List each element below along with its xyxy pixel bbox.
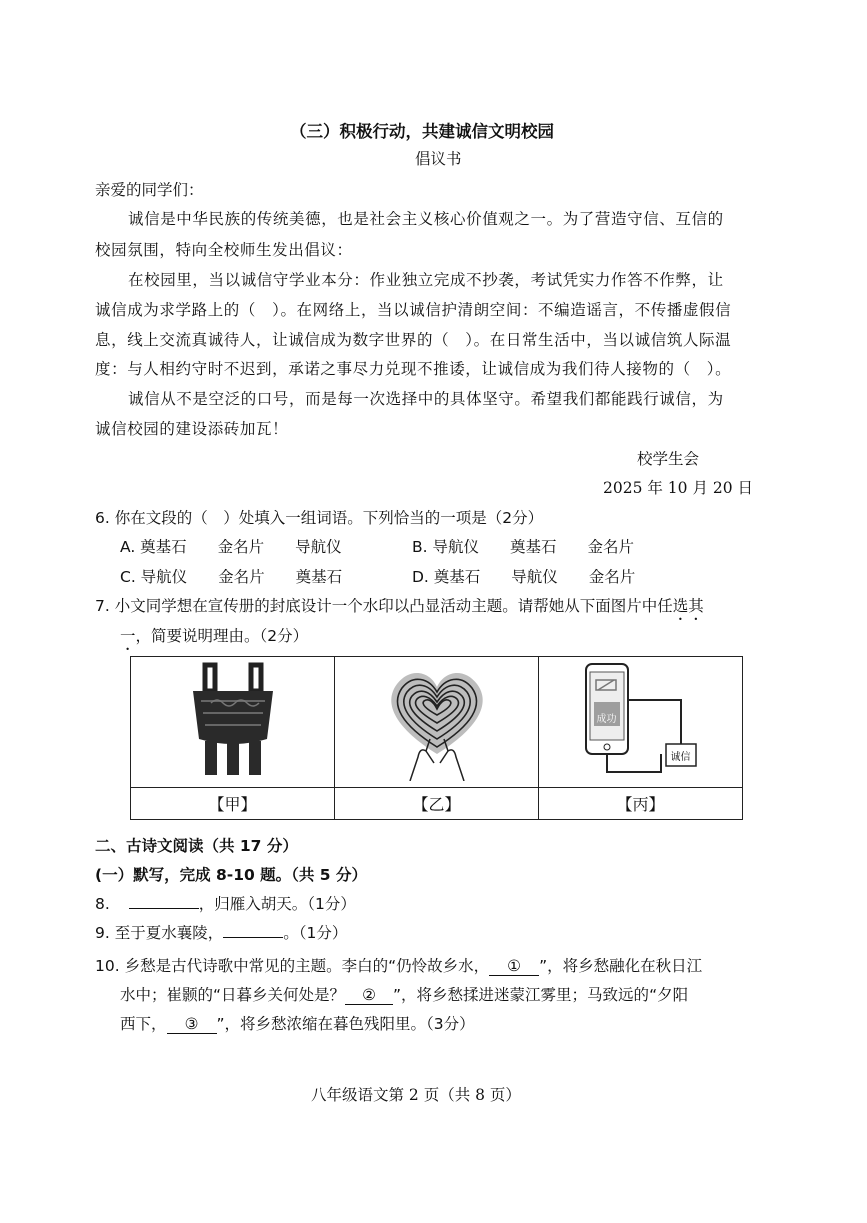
- question-6-option-c[interactable]: C. 导航仪 金名片 奠基石: [120, 568, 343, 586]
- image-choice-table: [130, 656, 743, 820]
- paragraph-line: 息，线上交流真诚待人，让诚信成为数字世界的（ ）。在日常生活中，当以诚信筑人际温: [95, 331, 732, 349]
- date: 2025 年 10 月 20 日: [603, 479, 754, 497]
- paragraph-line: 度：与人相约守时不迟到，承诺之事尽力兑现不推诿，让诚信成为我们待人接物的（ ）。: [95, 360, 732, 378]
- image-caption-bing: 【丙】: [539, 788, 743, 820]
- paragraph-line: 校园氛围，特向全校师生发出倡议：: [95, 241, 353, 259]
- question-7-stem-line2: [120, 624, 308, 654]
- question-9-text: 9. 至于夏水襄陵，: [95, 924, 224, 942]
- question-10-text: ”，将乡愁浓缩在暮色残阳里。（3分）: [216, 1015, 475, 1033]
- question-8: [95, 892, 356, 914]
- question-10-text: 西下，: [120, 1015, 167, 1033]
- question-8-text: ，归雁入胡天。（1分）: [198, 895, 356, 913]
- question-7-stem: [95, 594, 704, 624]
- question-6-option-a[interactable]: A. 奠基石 金名片 导航仪: [120, 538, 342, 556]
- question-8-number: 8.: [95, 895, 110, 913]
- question-6-option-b[interactable]: B. 导航仪 奠基石 金名片: [412, 538, 634, 556]
- bronze-ding-icon: [183, 661, 283, 779]
- part-2-heading: 二、古诗文阅读（共 17 分）: [95, 837, 298, 855]
- paragraph-line: 诚信从不是空泛的口号，而是每一次选择中的具体坚守。希望我们都能践行诚信，为: [128, 390, 724, 408]
- question-7-emphasis: 选其: [672, 597, 704, 615]
- answer-blank[interactable]: [129, 908, 199, 909]
- section-title: （三）积极行动，共建诚信文明校园: [290, 122, 554, 141]
- fingerprint-heart-icon: [372, 659, 502, 781]
- question-10-line-2: [120, 983, 688, 1005]
- answer-blank-3[interactable]: ③: [167, 1015, 217, 1034]
- phone-screen-text: 成功: [596, 714, 617, 725]
- paragraph-line: 在校园里，当以诚信守学业本分：作业独立完成不抄袭，考试凭实力作答不作弊，让: [128, 271, 724, 289]
- question-6-stem: 6. 你在文段的（ ）处填入一组词语。下列恰当的一项是（2分）: [95, 509, 544, 527]
- question-7-stem-text: 7. 小文同学想在宣传册的封底设计一个水印以凸显活动主题。请帮她从下面图片中任: [95, 597, 673, 615]
- image-caption-jia: 【甲】: [131, 788, 335, 820]
- image-bing-cell[interactable]: [539, 657, 743, 788]
- question-6-option-d[interactable]: D. 奠基石 导航仪 金名片: [412, 568, 636, 586]
- question-10-text: ”，将乡愁融化在秋日江: [539, 957, 703, 975]
- answer-blank-2[interactable]: ②: [345, 986, 393, 1005]
- salutation: 亲爱的同学们：: [95, 181, 204, 199]
- question-7-emphasis: 一: [120, 627, 136, 645]
- question-10-line-1: [95, 954, 702, 976]
- plug-label: 诚信: [670, 752, 691, 763]
- paragraph-line: 诚信校园的建设添砖加瓦！: [95, 420, 289, 438]
- part-2-sub-heading: (一）默写，完成 8-10 题。（共 5 分）: [95, 866, 367, 884]
- proposal-subtitle: 倡议书: [415, 150, 462, 168]
- question-10-text: 10. 乡愁是古代诗歌中常见的主题。李白的“仍怜故乡水，: [95, 957, 490, 975]
- image-jia-cell[interactable]: [131, 657, 335, 788]
- phone-charger-illustration: [576, 662, 706, 782]
- question-10-text: ”，将乡愁揉进迷蒙江雾里；马致远的“夕阳: [393, 986, 689, 1004]
- question-10-line-3: [120, 1012, 475, 1034]
- answer-blank[interactable]: [223, 937, 283, 938]
- paragraph-line: 诚信是中华民族的传统美德，也是社会主义核心价值观之一。为了营造守信、互信的: [128, 210, 724, 228]
- question-10-text: 水中；崔颢的“日暮乡关何处是？: [120, 986, 346, 1004]
- page-footer: 八年级语文第 2 页（共 8 页）: [311, 1086, 521, 1104]
- question-9-tail: 。（1分）: [283, 924, 348, 942]
- signer: 校学生会: [637, 450, 700, 468]
- paragraph-line: 诚信成为求学路上的（ ）。在网络上，当以诚信护清朗空间：不编造谣言，不传播虚假信: [95, 301, 732, 319]
- question-9: [95, 921, 347, 943]
- image-yi-cell[interactable]: [335, 657, 539, 788]
- image-caption-yi: 【乙】: [335, 788, 539, 820]
- answer-blank-1[interactable]: ①: [489, 957, 539, 976]
- question-7-stem-text: ，简要说明理由。（2分）: [135, 627, 309, 645]
